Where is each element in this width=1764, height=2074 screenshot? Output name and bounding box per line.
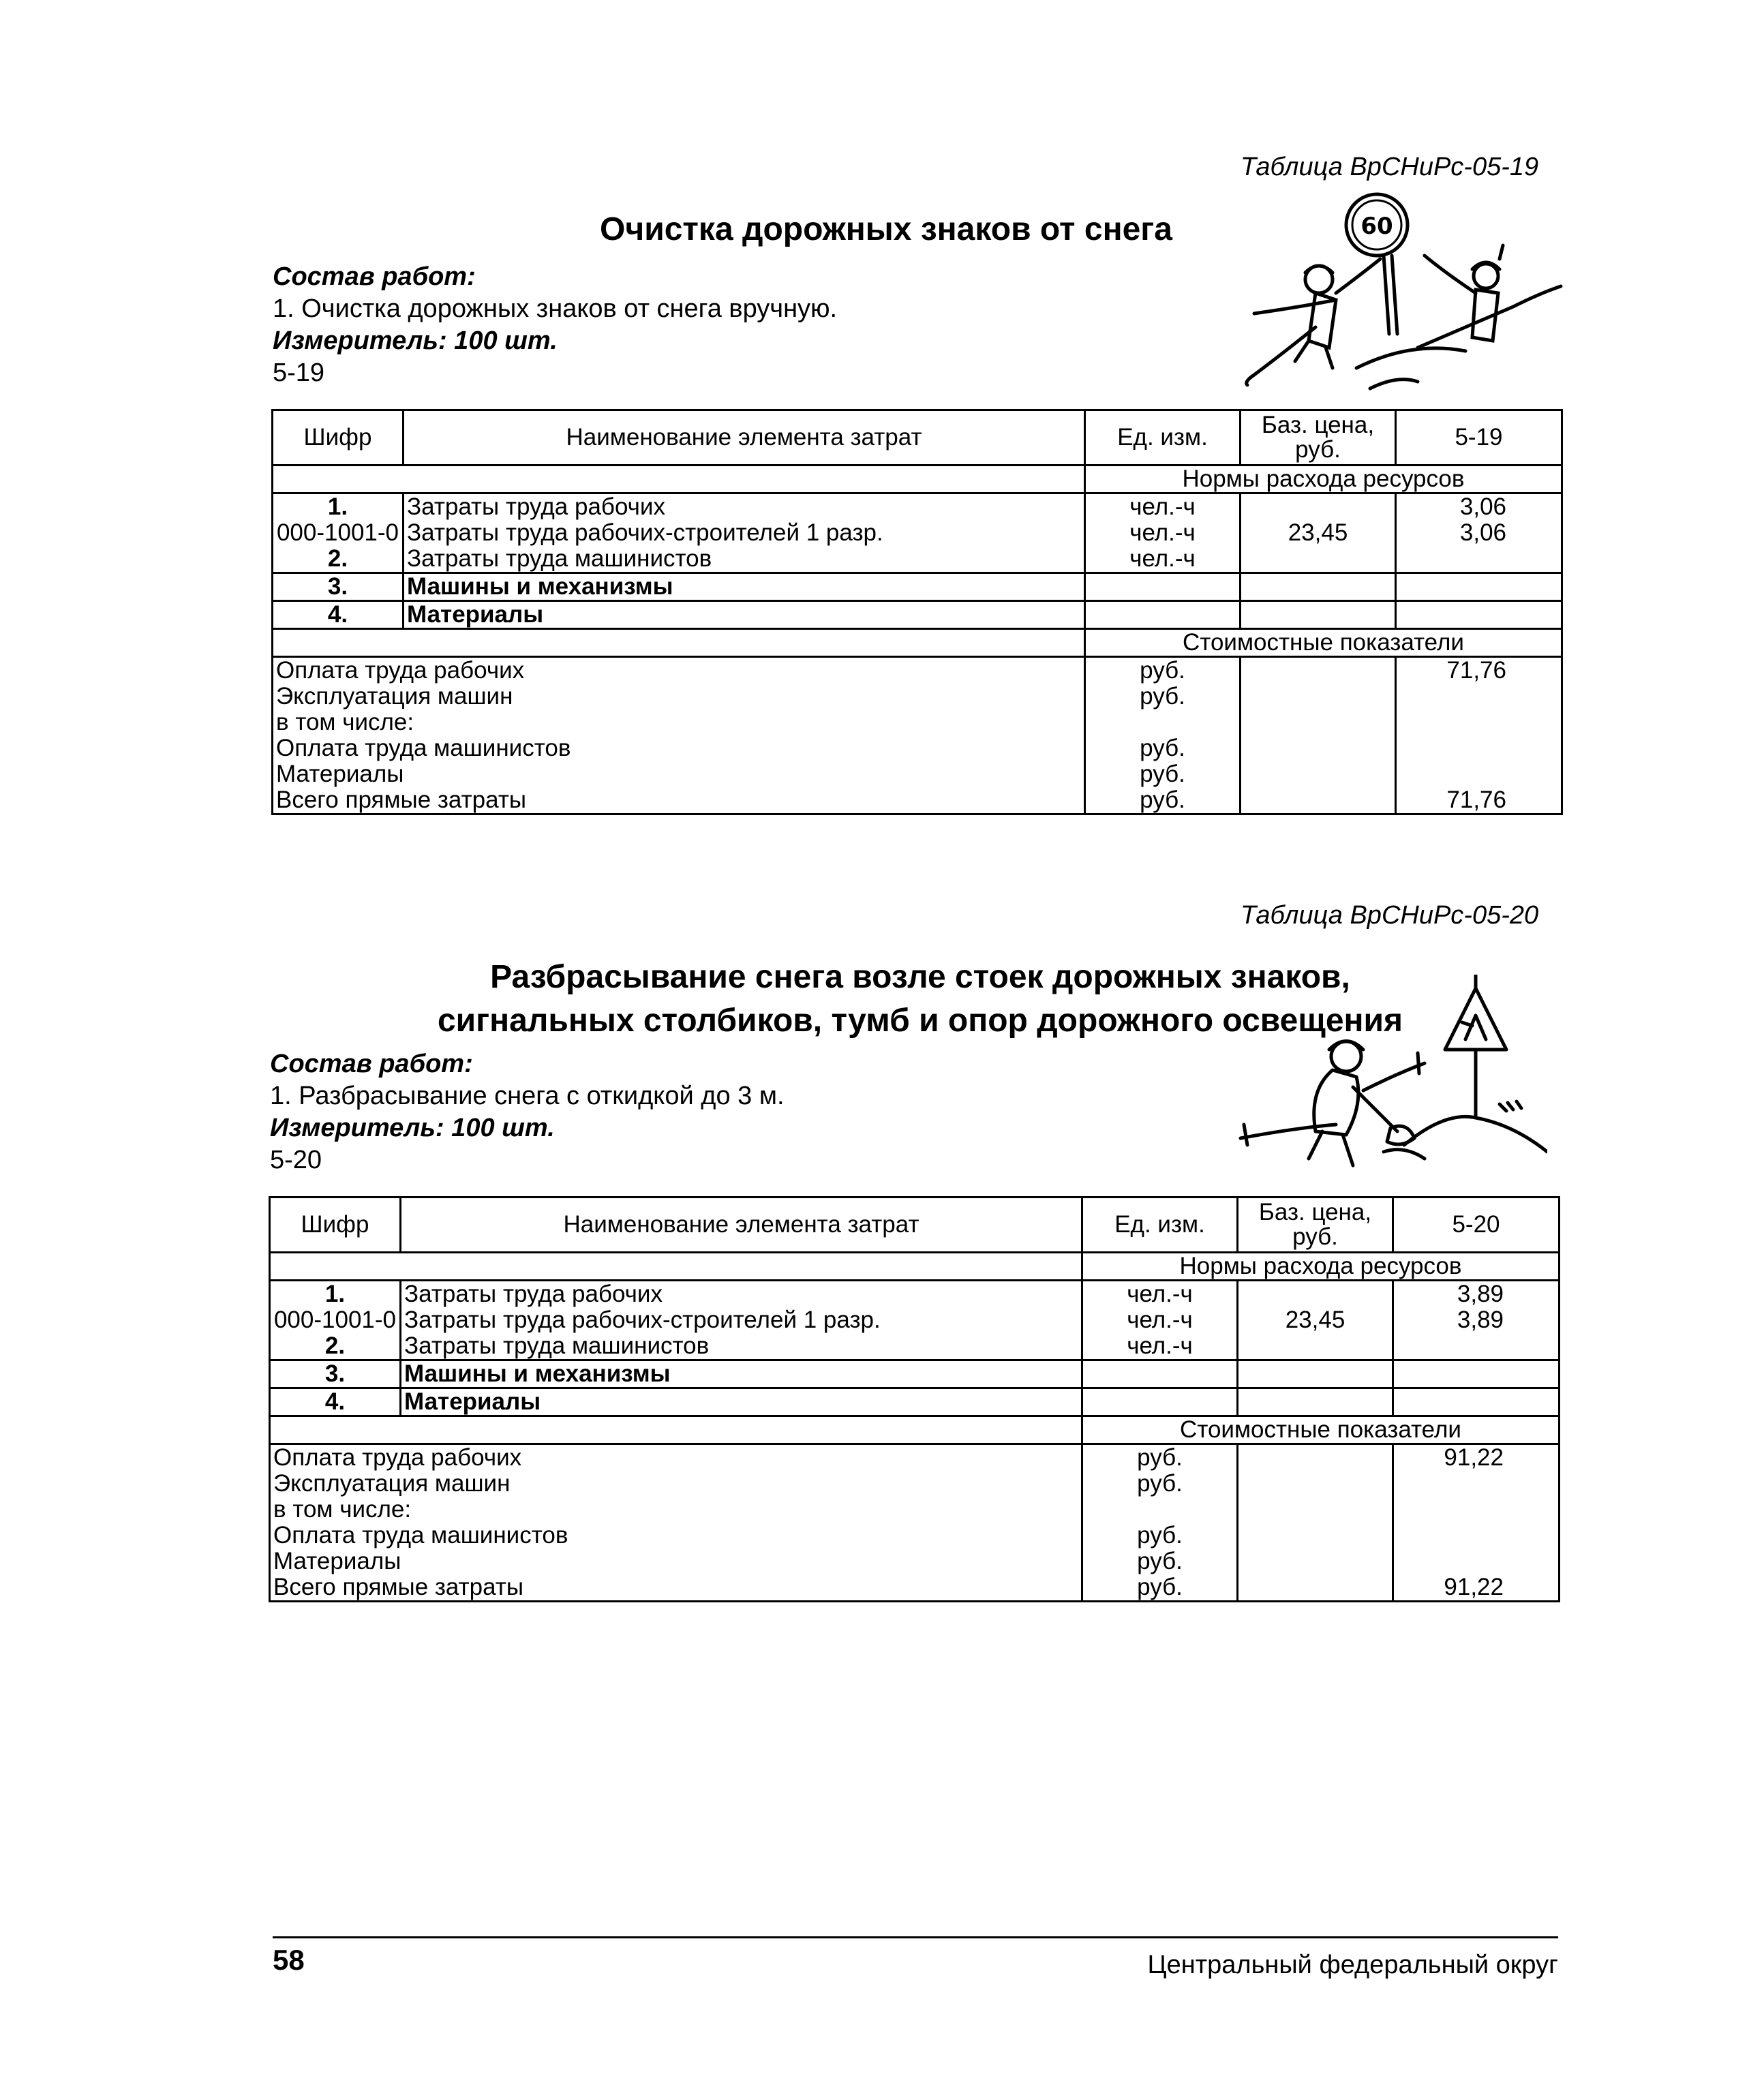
row-cipher: 000-1001-0: [270, 1307, 401, 1333]
cost-name: Оплата труда рабочих: [273, 657, 1085, 684]
cost-value: [1396, 735, 1562, 761]
machines-cipher: 3.: [273, 573, 404, 601]
row-value: 3,06: [1396, 493, 1562, 521]
row-value: 3,89: [1393, 1307, 1560, 1333]
cost-title: Стоимостные показатели: [1085, 629, 1562, 657]
machines-cipher: 3.: [270, 1360, 401, 1388]
row-unit: чел.-ч: [1085, 493, 1241, 521]
row-name: Затраты труда рабочих-строителей 1 разр.: [401, 1307, 1082, 1333]
row-value: 3,89: [1393, 1281, 1560, 1308]
section-title-line: сигнальных столбиков, тумб и опор дорожного освещения: [437, 1003, 1403, 1039]
snow-cleaning-illustration: [1241, 191, 1568, 395]
row-unit: чел.-ч: [1082, 1307, 1238, 1333]
row-cipher: 1.: [270, 1281, 401, 1308]
cost-name: Всего прямые затраты: [273, 787, 1085, 814]
row-cipher: 2.: [273, 546, 404, 573]
footer-divider: [273, 1936, 1558, 1938]
composition-item: 1. Очистка дорожных знаков от снега вручную.: [273, 294, 838, 323]
norms-table: [269, 1196, 1560, 1602]
measure-label: Измеритель: 100 шт.: [270, 1114, 555, 1142]
row-price: [1238, 1281, 1393, 1308]
cost-name: Всего прямые затраты: [270, 1574, 1082, 1602]
section-title-line: Разбрасывание снега возле стоек дорожных знаков,: [490, 959, 1350, 995]
row-cipher: 1.: [273, 493, 404, 521]
measure-label: Измеритель: 100 шт.: [273, 326, 558, 355]
header-cipher: Шифр: [273, 410, 404, 466]
cost-name: в том числе:: [270, 1497, 1082, 1523]
row-unit: чел.-ч: [1082, 1281, 1238, 1308]
row-value: [1396, 546, 1562, 573]
row-unit: чел.-ч: [1085, 546, 1241, 573]
table-number: Таблица ВрСНиРс-05-20: [1241, 901, 1539, 930]
section-title: Очистка дорожных знаков от снега: [600, 211, 1172, 247]
header-price: Баз. цена, руб.: [1241, 410, 1396, 466]
cost-value: [1393, 1549, 1560, 1574]
cost-unit: руб.: [1085, 787, 1241, 814]
row-price: 23,45: [1241, 520, 1396, 546]
cost-unit: [1082, 1497, 1238, 1523]
cost-name: Оплата труда рабочих: [270, 1444, 1082, 1471]
snow-throwing-illustration: [1227, 975, 1547, 1179]
speed-sign-text: 60: [1360, 213, 1393, 240]
cost-value: [1393, 1523, 1560, 1549]
cost-name: Эксплуатация машин: [270, 1471, 1082, 1497]
machines-name: Машины и механизмы: [401, 1360, 1082, 1388]
cost-value: 71,76: [1396, 787, 1562, 814]
header-cipher: Шифр: [270, 1198, 401, 1253]
page-number: 58: [273, 1944, 305, 1976]
materials-name: Материалы: [404, 601, 1085, 629]
cost-unit: руб.: [1082, 1523, 1238, 1549]
row-name: Затраты труда машинистов: [404, 546, 1085, 573]
materials-name: Материалы: [401, 1388, 1082, 1416]
norms-title: Нормы расхода ресурсов: [1082, 1253, 1560, 1281]
composition-label: Состав работ:: [270, 1050, 473, 1078]
row-price: [1238, 1333, 1393, 1360]
row-cipher: 2.: [270, 1333, 401, 1360]
materials-cipher: 4.: [270, 1388, 401, 1416]
row-name: Затраты труда рабочих-строителей 1 разр.: [404, 520, 1085, 546]
header-unit: Ед. изм.: [1082, 1198, 1238, 1253]
cost-unit: руб.: [1085, 761, 1241, 787]
row-value: 3,06: [1396, 520, 1562, 546]
header-unit: Ед. изм.: [1085, 410, 1241, 466]
cost-value: 91,22: [1393, 1574, 1560, 1602]
norms-title: Нормы расхода ресурсов: [1085, 466, 1562, 493]
composition-label: Состав работ:: [273, 262, 476, 291]
cost-unit: руб.: [1082, 1444, 1238, 1471]
header-name: Наименование элемента затрат: [401, 1198, 1082, 1253]
cost-value: [1396, 710, 1562, 735]
row-unit: чел.-ч: [1082, 1333, 1238, 1360]
cost-value: [1396, 684, 1562, 710]
row-cipher: 000-1001-0: [273, 520, 404, 546]
cost-value: 71,76: [1396, 657, 1562, 684]
cost-unit: руб.: [1085, 735, 1241, 761]
cost-title: Стоимостные показатели: [1082, 1416, 1560, 1444]
row-price: 23,45: [1238, 1307, 1393, 1333]
cost-value: [1393, 1497, 1560, 1523]
cost-name: Материалы: [270, 1549, 1082, 1574]
cost-unit: руб.: [1085, 657, 1241, 684]
cost-name: в том числе:: [273, 710, 1085, 735]
composition-item: 1. Разбрасывание снега с откидкой до 3 м.: [270, 1082, 785, 1110]
cost-unit: руб.: [1082, 1471, 1238, 1497]
row-unit: чел.-ч: [1085, 520, 1241, 546]
header-price: Баз. цена, руб.: [1238, 1198, 1393, 1253]
cost-name: Эксплуатация машин: [273, 684, 1085, 710]
materials-cipher: 4.: [273, 601, 404, 629]
machines-name: Машины и механизмы: [404, 573, 1085, 601]
header-name: Наименование элемента затрат: [404, 410, 1085, 466]
footer-region: Центральный федеральный округ: [1147, 1951, 1558, 1979]
cost-name: Оплата труда машинистов: [273, 735, 1085, 761]
cost-value: 91,22: [1393, 1444, 1560, 1471]
cost-name: Материалы: [273, 761, 1085, 787]
cost-unit: [1085, 710, 1241, 735]
cost-unit: руб.: [1082, 1574, 1238, 1602]
table-number: Таблица ВрСНиРс-05-19: [1241, 153, 1539, 181]
header-column: 5-19: [1396, 410, 1562, 466]
cost-name: Оплата труда машинистов: [270, 1523, 1082, 1549]
row-value: [1393, 1333, 1560, 1360]
row-price: [1241, 493, 1396, 521]
row-name: Затраты труда машинистов: [401, 1333, 1082, 1360]
cost-value: [1396, 761, 1562, 787]
norms-table: [271, 409, 1563, 815]
norm-code: 5-19: [273, 359, 325, 387]
row-price: [1241, 546, 1396, 573]
cost-unit: руб.: [1085, 684, 1241, 710]
row-name: Затраты труда рабочих: [401, 1281, 1082, 1308]
cost-value: [1393, 1471, 1560, 1497]
cost-unit: руб.: [1082, 1549, 1238, 1574]
norm-code: 5-20: [270, 1146, 322, 1174]
row-name: Затраты труда рабочих: [404, 493, 1085, 521]
header-column: 5-20: [1393, 1198, 1560, 1253]
